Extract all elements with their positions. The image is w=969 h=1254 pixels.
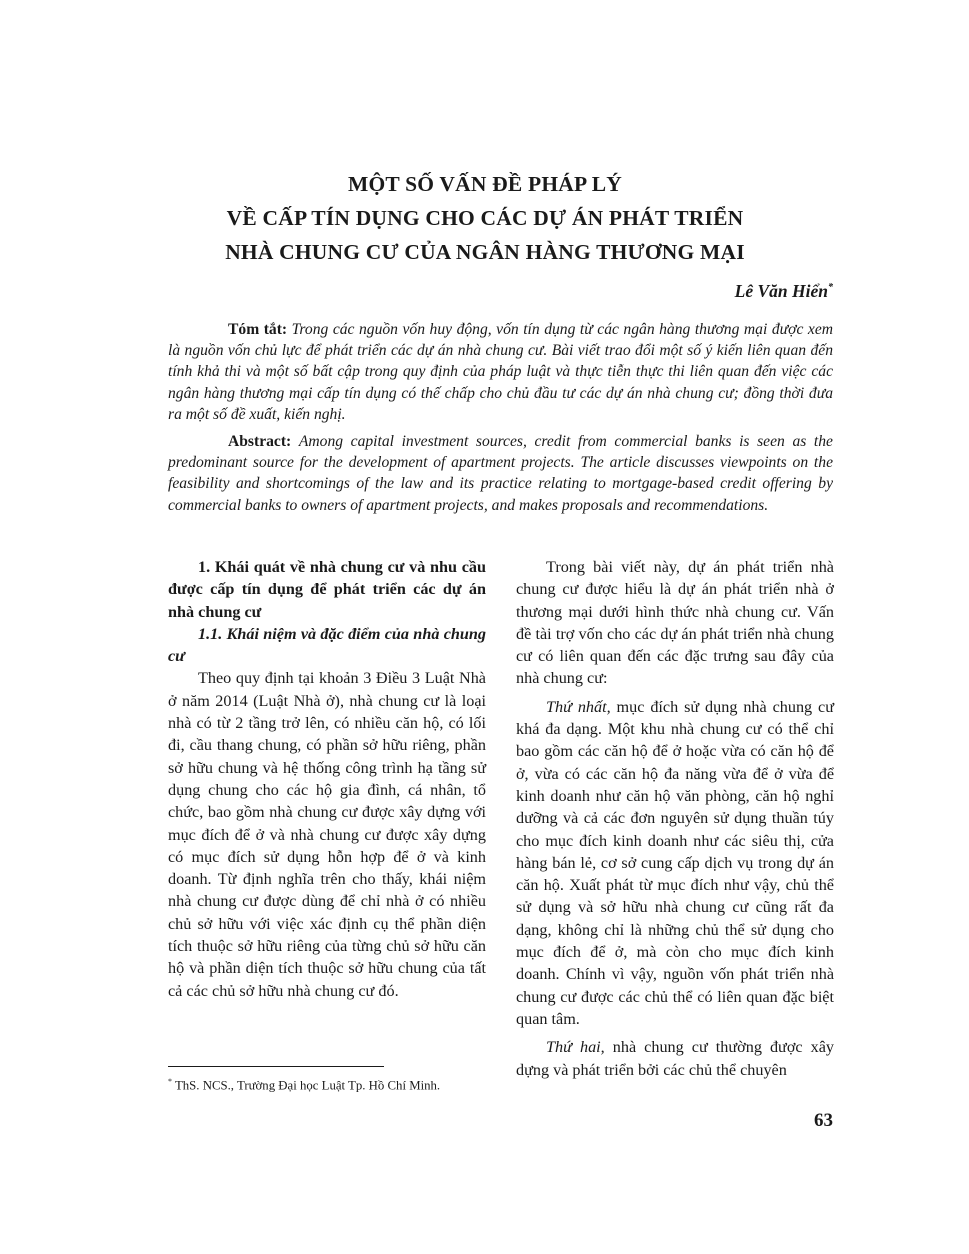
vietnamese-summary bbox=[168, 319, 833, 425]
footnote-divider bbox=[168, 1066, 384, 1067]
author-name: Lê Văn Hiển bbox=[734, 280, 828, 301]
abstract-label: Abstract: bbox=[228, 433, 292, 450]
author-byline bbox=[735, 277, 833, 302]
paragraph-lead: Thứ hai, bbox=[546, 1038, 605, 1057]
title-line-3: NHÀ CHUNG CƯ CỦA NGÂN HÀNG THƯƠNG MẠI bbox=[225, 240, 745, 264]
article-title bbox=[160, 167, 810, 269]
footnote-text: ThS. NCS., Trường Đại học Luật Tp. Hồ Chí Minh. bbox=[172, 1078, 441, 1093]
footnote bbox=[168, 1074, 440, 1093]
section-heading: 1. Khái quát về nhà chung cư và nhu cầu được cấp tín dụng để phát triển các dự án nhà chung cư bbox=[168, 558, 486, 621]
paragraph-text: nhà chung cư thường được xây dựng và phát triển bởi các chủ thể chuyên bbox=[516, 1038, 834, 1079]
english-abstract bbox=[168, 431, 833, 516]
summary-label: Tóm tắt: bbox=[228, 321, 288, 338]
title-line-2: VỀ CẤP TÍN DỤNG CHO CÁC DỰ ÁN PHÁT TRIỂN bbox=[226, 206, 744, 230]
body-paragraph: Trong bài viết này, dự án phát triển nhà chung cư được hiểu là dự án phát triển nhà ở thương mại dưới hình thức nhà chung cư. Vấn đề tài trợ vốn cho các dự án phát triển nhà chung cư có liên quan đến các đặc trưng sau đây của nhà chung cư: bbox=[516, 558, 834, 688]
abstract-text: Among capital investment sources, credit from commercial banks is seen as the predominant source for the development of apartment projects. The article discusses viewpoints on the feasibility and shortcomings of the law and its practice relating to mortgage-based credit offering by commercial banks to owners of apartment projects, and makes proposals and recommendations. bbox=[168, 433, 833, 514]
footnote-mark: * bbox=[168, 1077, 172, 1086]
author-footnote-mark: * bbox=[828, 282, 833, 293]
paragraph-lead: Thứ nhất, bbox=[546, 697, 611, 716]
left-column bbox=[168, 556, 486, 1002]
title-line-1: MỘT SỐ VẤN ĐỀ PHÁP LÝ bbox=[348, 172, 622, 196]
body-paragraph bbox=[516, 696, 834, 1030]
summary-text: Trong các nguồn vốn huy động, vốn tín dụng từ các ngân hàng thương mại được xem là nguồn vốn chủ lực để phát triển các dự án nhà chung cư. Bài viết trao đổi một số ý kiến liên quan đến tính khả thi và một số bất cập trong quy định của pháp luật và thực tiễn thực thi liên quan đến việc các ngân hàng thương mại cấp tín dụng có thế chấp cho chủ đầu tư các dự án nhà chung cư; đồng thời đưa ra một số đề xuất, kiến nghị. bbox=[168, 321, 833, 423]
subsection-heading: 1.1. Khái niệm và đặc điểm của nhà chung cư bbox=[168, 624, 486, 666]
right-column bbox=[516, 556, 834, 1081]
paragraph-text: mục đích sử dụng nhà chung cư khá đa dạng. Một khu nhà chung cư có thể chỉ bao gồm các căn hộ để ở hoặc vừa có căn hộ để ở, vừa có các căn hộ đa năng vừa để ở vừa để kinh doanh như căn hộ văn phòng, căn hộ nghỉ dưỡng và cả các đơn nguyên sử dụng thuần túy cho mục đích kinh doanh như các siêu thị, cửa hàng bán lẻ, cơ sở cung cấp dịch vụ trong dự án căn hộ. Xuất phát từ mục đích như vậy, chủ thể sử dụng và sở hữu nhà chung cư cũng rất đa dạng, không chỉ là những chủ thể sử dụng cho mục đích để ở, mà còn cho mục đích kinh doanh. Chính vì vậy, nguồn vốn phát triển nhà chung cư được các chủ thể có liên quan đặc biệt quan tâm. bbox=[516, 697, 834, 1028]
body-paragraph: Theo quy định tại khoản 3 Điều 3 Luật Nhà ở năm 2014 (Luật Nhà ở), nhà chung cư là loại nhà có từ 2 tầng trở lên, có nhiều căn hộ, có lối đi, cầu thang chung, có phần sở hữu riêng, phần sở hữu chung và hệ thống công trình hạ tầng sử dụng chung cho các hộ gia đình, cá nhân, tổ chức, bao gồm nhà chung cư được xây dựng với mục đích để ở và nhà chung cư được xây dựng có mục đích sử dụng hỗn hợp để ở và kinh doanh. Từ định nghĩa trên cho thấy, khái niệm nhà chung cư được dùng để chỉ nhà ở có nhiều chủ sở hữu với việc xác định cụ thể phần diện tích thuộc sở hữu riêng của từng chủ sở hữu căn hộ và phần diện tích thuộc sở hữu chung của tất cả các chủ sở hữu nhà chung cư đó. bbox=[168, 669, 486, 1000]
body-paragraph bbox=[516, 1036, 834, 1081]
page-number: 63 bbox=[814, 1110, 833, 1131]
